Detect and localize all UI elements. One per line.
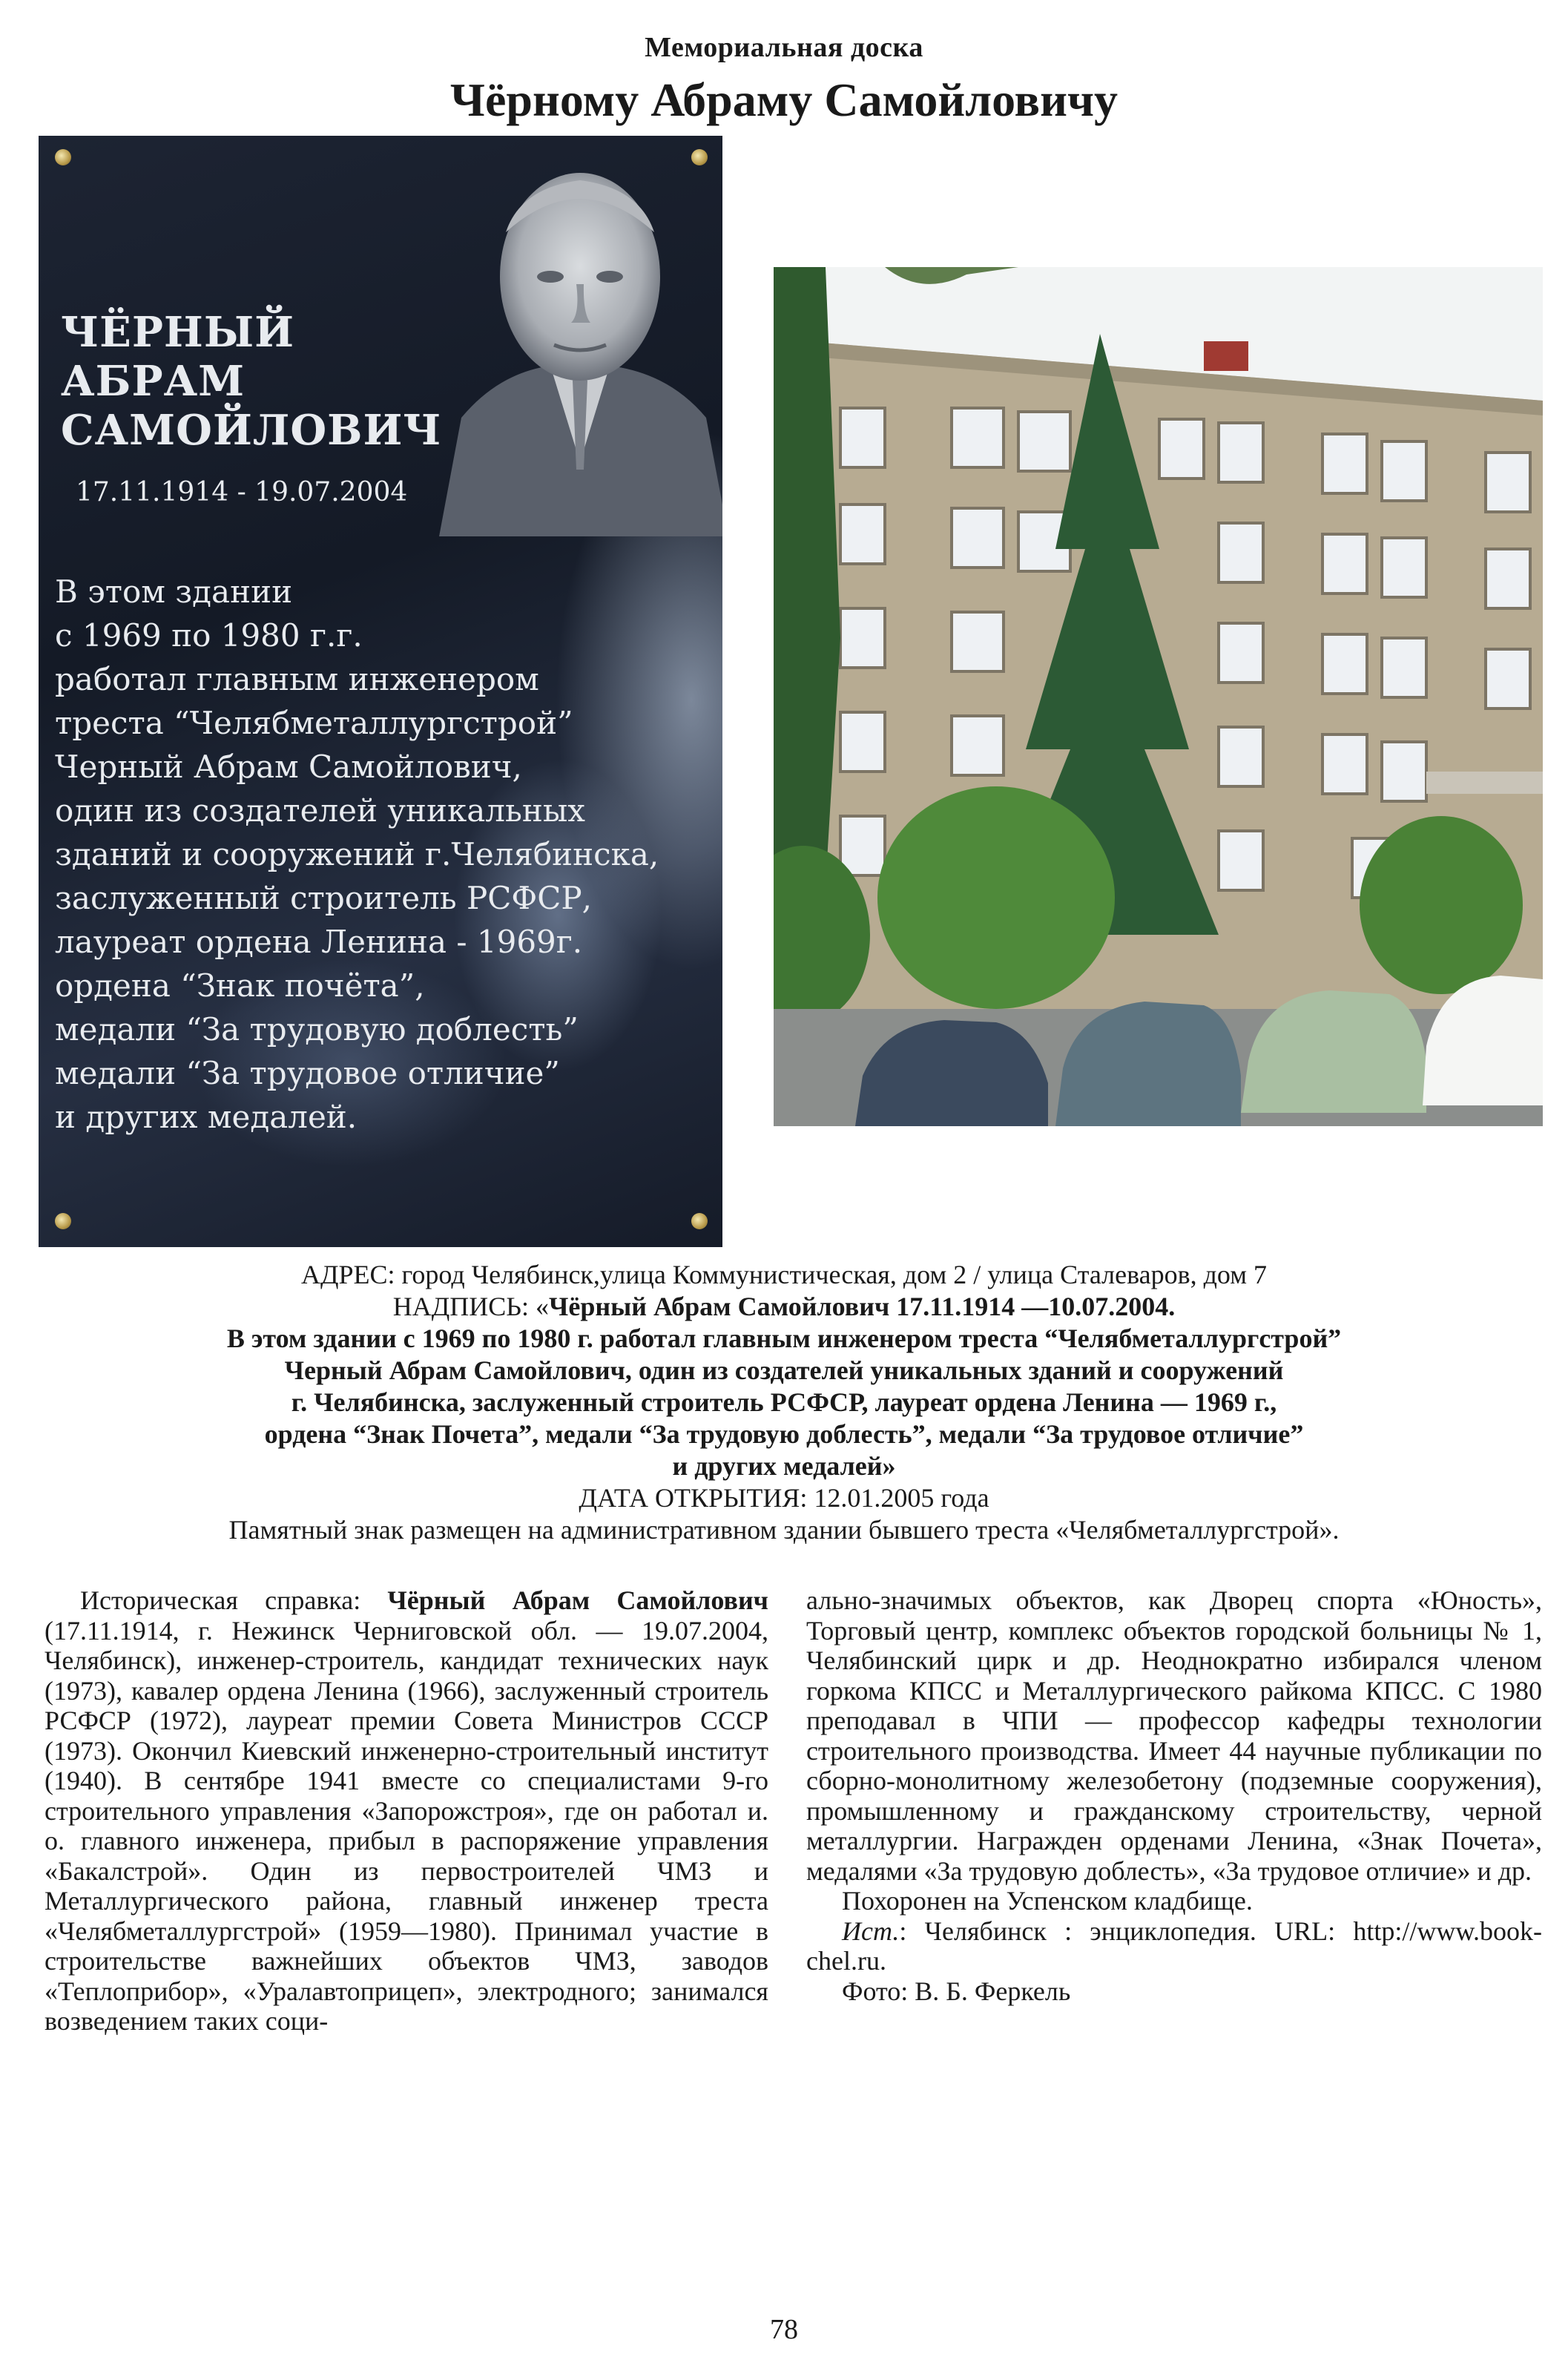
burial-note: Похоронен на Успенском кладбище. <box>842 1886 1253 1916</box>
page-title: Чёрному Абраму Самойловичу <box>449 73 1119 126</box>
article-text: ально-значимых объектов, как Дворец спорта «Юность», Торговый центр, комплекс объектов городской больницы № 1, Челябинский цирк и др. Неоднократно избирался членом горкома КПСС и Металлургического райкома КПСС. С 1980 преподавал в ЧПИ — профессор кафедры технологии строительного производства. Имеет 44 научные публикации по сборно-монолитному железобетону (подземные сооружения), промышленному и гражданскому строительству, черной металлургии. Награжден орденами Ленина, «Знак Почета», медалями «За трудовую доблесть», «За трудовое отличие» и др. <box>806 1585 1542 1886</box>
plaque-line: работал главным инженером <box>55 661 539 697</box>
article-text: (17.11.1914, г. Нежинск Черниговской обл. — 19.07.2004, Челябинск), инженер-строитель, кандидат технических наук (1973), кавалер ордена Ленина (1966), заслуженный строитель РСФСР (1972), лауреат премии Совета Министров СССР (1973). Окончил Киевский инженерно-строительный институт (1940). В сентябре 1941 вместе со специалистами 9-го строительного управления «Запорожстроя», где он работал и. о. главного инженера, прибыл в распоряжение управления «Бакалстрой». Один из первостроителей ЧМЗ и Металлургического района, главный инженер треста «Челябметаллургстрой» (1959—1980). Принимал участие в строительстве важнейших объектов ЧМЗ, заводов «Теплоприбор», «Уралавтоприцеп», электродного; занимался возведением таких соци- <box>45 1615 768 2036</box>
source-text: : Челябинск : энциклопедия. URL: http://www.book-chel.ru. <box>806 1916 1542 1976</box>
plaque-line: зданий и сооружений г.Челябинска, <box>55 836 659 872</box>
inscription-first-line <box>0 1291 1568 1323</box>
inscription-line: и других медалей» <box>672 1451 896 1481</box>
plaque-line: медали “За трудовую доблесть” <box>55 1011 579 1048</box>
inscription-line: Черный Абрам Самойлович, один из создателей уникальных зданий и сооружений <box>284 1355 1284 1385</box>
pretitle: Мемориальная доска <box>645 32 923 63</box>
inscription-line: Чёрный Абрам Самойлович 17.11.1914 —10.07.2004. <box>548 1292 1176 1321</box>
inscription-line: ордена “Знак Почета”, медали “За трудовую доблесть”, медали “За трудовое отличие” <box>264 1419 1304 1449</box>
plaque-line: заслуженный строитель РСФСР, <box>55 880 593 916</box>
screw-icon <box>55 1213 71 1229</box>
plaque-name-line: САМОЙЛОВИЧ <box>61 406 442 455</box>
plaque-line: с 1969 по 1980 г.г. <box>55 617 363 654</box>
lead-label: Историческая справка: <box>80 1585 388 1615</box>
plaque-name <box>61 308 442 455</box>
opening-date: ДАТА ОТКРЫТИЯ: 12.01.2005 года <box>579 1483 989 1513</box>
plaque-line: медали “За трудовое отличие” <box>55 1055 560 1091</box>
plaque-inscription <box>55 570 659 1139</box>
plaque-name-line: ЧЁРНЫЙ <box>61 308 295 357</box>
article-right-column <box>806 1585 1542 2006</box>
inscription-line: В этом здании с 1969 по 1980 г. работал главным инженером треста “Челябметаллургстрой” <box>226 1324 1342 1353</box>
lead-name: Чёрный Абрам Самойлович <box>387 1585 768 1615</box>
plaque-line: и других медалей. <box>55 1099 358 1135</box>
location-note: Памятный знак размещен на административном здании бывшего треста «Челябметаллургстрой». <box>228 1515 1340 1545</box>
inscription-label: НАДПИСЬ: « <box>392 1292 549 1321</box>
plaque-line: один из создателей уникальных <box>55 792 585 829</box>
page-number: 78 <box>770 2314 798 2345</box>
plaque-line: Черный Абрам Самойлович, <box>55 749 522 785</box>
plaque-line: лауреат ордена Ленина - 1969г. <box>55 924 583 960</box>
inscription-line: г. Челябинска, заслуженный строитель РСФСР, лауреат ордена Ленина — 1969 г., <box>291 1387 1277 1417</box>
plaque-name-line: АБРАМ <box>61 357 246 406</box>
plaque-line: В этом здании <box>55 573 293 610</box>
screw-icon <box>55 149 71 165</box>
plaque-dates: 17.11.1914 - 19.07.2004 <box>76 477 408 507</box>
plaque-line: треста “Челябметаллургстрой” <box>55 705 573 741</box>
photo-credit: Фото: В. Б. Феркель <box>842 1976 1071 2006</box>
source-label: Ист. <box>842 1916 900 1946</box>
plaque-photo <box>39 136 722 1247</box>
plaque-line: ордена “Знак почёта”, <box>55 967 425 1004</box>
screw-icon <box>691 1213 708 1229</box>
address: АДРЕС: город Челябинск,улица Коммунистическая, дом 2 / улица Сталеваров, дом 7 <box>300 1260 1268 1289</box>
building-photo <box>774 267 1543 1126</box>
engraved-portrait <box>432 151 722 536</box>
article-left-column <box>45 1585 768 2036</box>
